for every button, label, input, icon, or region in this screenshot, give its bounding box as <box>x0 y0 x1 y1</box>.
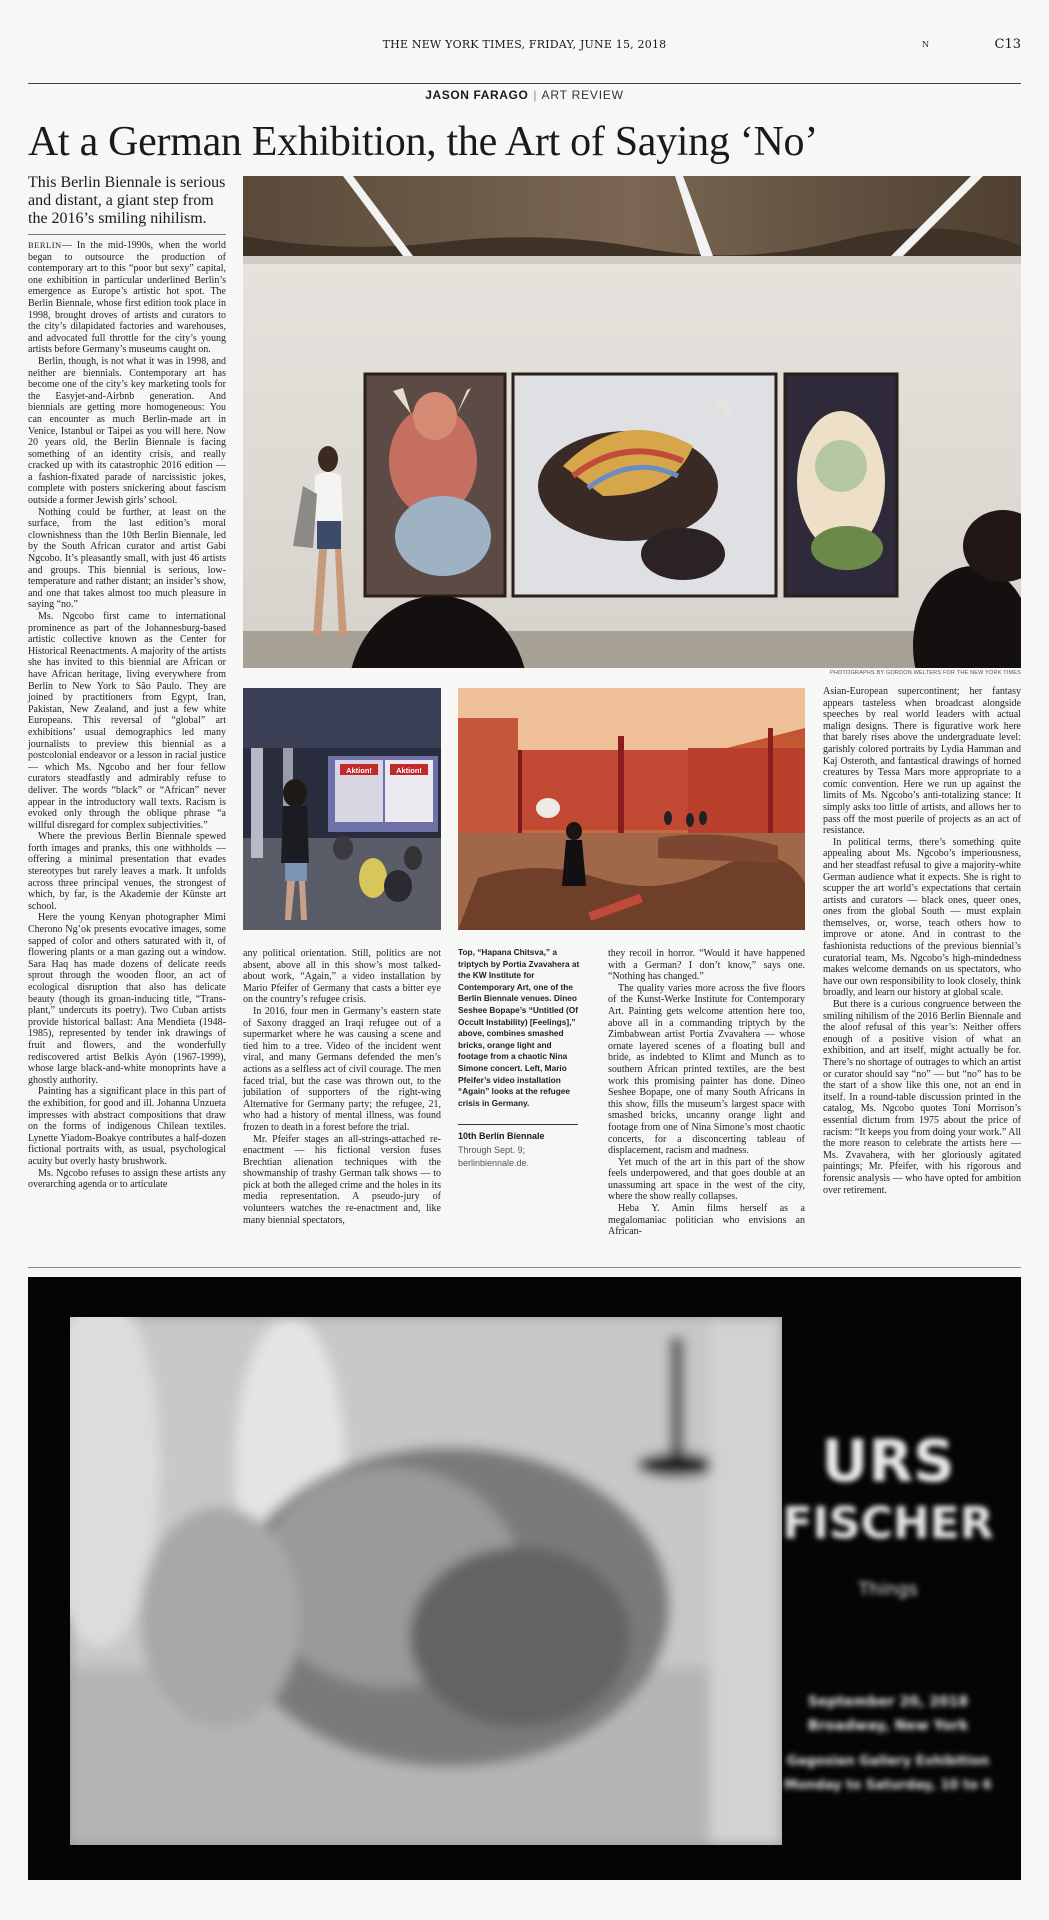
article-paragraph: Nothing could be further, at least on the surface, from the last edition’s moral clownishness than the 10th Berlin Biennale, led by the South African curator and artist Gabi Ngcobo. It’s pleasantly small, with just 46 artists and groups. This biennial is serious, low-temperature and rather distant; an insider’s show, and one that takes almost too much pleasure in saying “no.” <box>28 506 226 611</box>
folio-dateline: THE NEW YORK TIMES, FRIDAY, JUNE 15, 2018 <box>382 38 667 51</box>
article-column-4 <box>608 948 805 1238</box>
byline-author: JASON FARAGO <box>425 88 529 102</box>
article-column-1 <box>28 240 226 1191</box>
article-paragraph: Heba Y. Amin films herself as a megalomaniac politician who envisions an African- <box>608 1203 805 1238</box>
article-paragraph: Yet much of the art in this part of the show feels underpowered, and that goes double at an unassuming art space in the west of the city, where the show really collapses. <box>608 1156 805 1203</box>
exhibition-title: 10th Berlin Biennale <box>458 1131 545 1141</box>
article-paragraph: But there is a curious congruence between the smiling nihilism of the 2016 Berlin Biennale and the aloof refusal of this year’s: Neither offers enough of a positive vision of what an exhibition, and art itself, might actually be for. There’s no shortage of outrages to which an artist or curator should say “no” — but “no” has to be the start of a show like this one, not an end in itself. In a round-table discussion printed in the catalog, Ms. Ngcobo quotes Toni Morrison’s essential dictum from 1975 about the price of racism: “It keeps you from doing your work.” All the more reason to celebrate the artists here — Ms. Zvavahera, with her gloriously agitated paintings; Mr. Pfeifer, with his rigorous and forensic analysis — who have opted for ambition over retirement. <box>823 999 1022 1196</box>
article-paragraph: In political terms, there’s something quite appealing about Ms. Ngcobo’s imperiousness, and her steadfast refusal to give a majority-white German audience what it expects. She is right to scupper the art world’s expectations that certain artists and curators — black ones, queer ones, ones from the global South — must explain themselves, or, worse, teach others how to improve or atone. And in contrast to the fashionista reductions of the previous biennial’s curatorial team, Ms. Ngcobo’s high-mindedness makes welcome demands on us spectators, who have our own responsibility to look closely, think broadly, and learn our history at global scale. <box>823 836 1021 999</box>
ad-detail-line: Gagosian Gallery Exhibition <box>786 1754 990 1769</box>
article-column-2 <box>243 948 441 1226</box>
sign-aktion-right: Aktion! <box>396 766 422 775</box>
article-column-5 <box>823 686 1021 1196</box>
ad-subtitle: Things <box>858 1579 918 1600</box>
sign-aktion-left: Aktion! <box>346 766 372 775</box>
ad-detail-line: Broadway, New York <box>807 1718 969 1734</box>
deck-rule <box>28 234 226 235</box>
byline-kicker <box>0 88 1049 102</box>
article-paragraph: Ms. Ngcobo first came to international prominence as part of the Johannesburg-based artistic collective known as the Center for Historical Reenactments. A majority of the artists she has invited to this biennial are African or have African heritage, living everywhere from Berlin to New York to São Paulo. They are joined by practitioners from Egypt, Iran, Pakistan, New Zealand, and just a few white Europeans. This reversal of “global” art exhibitions’ usual demographics led many journalists to preview this biennial as a postcolonial endeavor or a lesson in racial justice — which Ms. Ngcobo and her four fellow curators steadfastly and admirably refuse to deliver. The words “black” or “African” never appear in the introductory wall texts. Racism is evoked only through the oblique phrase “a willful disregard for complex subjectivities.” <box>28 611 226 831</box>
info-box-rule <box>458 1124 578 1125</box>
photo-credit: PHOTOGRAPHS BY GORDON WELTERS FOR THE NEW YORK TIMES <box>829 670 1021 676</box>
article-paragraph: Where the previous Berlin Biennale spewed forth images and pranks, this one withholds — offering a minimal presentation that evades stereotypes but rarely leaves a mark. It unfolds across three principal venues, the strongest of which, by far, is the Akademie der Künste art school. <box>28 831 226 912</box>
folio-rule <box>28 83 1021 84</box>
article-paragraph: BERLIN— In the mid-1990s, when the world began to outsource the production of contemporary art to this “poor but sexy” capital, one exhibition in particular underlined Berlin’s emergence as Europe’s artistic hot spot. The Berlin Biennale, whose first edition took place in 1998, brought droves of artists and curators to the city’s dilapidated factories and warehouses, and advocated full throttle for the city’s young artists before Germany’s museums caught on. <box>28 240 226 356</box>
dateline-city: BERLIN <box>28 240 62 250</box>
photo-orange-brick-room <box>458 688 805 930</box>
folio <box>28 38 1021 58</box>
photo-caption: Top, “Hapana Chitsva,” a triptych by Portia Zvavahera at the KW Institute for Contemporary Art, one of the Berlin Biennale venues. Dineo Seshee Bopape’s “Untitled (Of Occult Instability) [Feelings],” above, combines smashed bricks, orange light and footage from a chaotic Nina Simone concert. Left, Mario Pfeifer’s video installation “Again” looks at the refugee crisis in Germany. <box>458 947 580 1108</box>
ad-title-line-2: FISCHER <box>782 1498 994 1549</box>
section-label: ART REVIEW <box>541 88 624 102</box>
article-paragraph: Berlin, though, is not what it was in 1998, and neither are biennials. Contemporary art has become one of the city’s key marketing tools for the Easyjet-and-Airbnb generation. And biennials are getting more homogeneous: You can encounter as much Berlin-made art in Venice, Istanbul or Taipei as you will here. Now 20 years old, the Berlin Biennale is facing something of an identity crisis, and really cracked up with its catastrophic 2016 edition — a fashion-fixated parade of narcissistic jokes, complete with posters snickering about fascism outside a former Jewish girls’ school. <box>28 355 226 507</box>
ad-title-line-1: URS <box>821 1427 955 1495</box>
article-paragraph: Painting has a significant place in this part of the exhibition, for good and ill. Johanna Unzueta impresses with abstract compositions that draw on the forms of indigenous Chilean textiles. Lynette Yiadom-Boakye contributes a half-dozen fictional portraits with, as usual, psychological acuity but overly hasty brushwork. <box>28 1086 226 1167</box>
kicker-separator: | <box>533 88 537 102</box>
exhibition-dates: Through Sept. 9; <box>458 1145 526 1155</box>
advertisement[interactable] <box>28 1277 1021 1880</box>
deck: This Berlin Biennale is serious and distant, a giant step from the 2016’s smiling nihilism. <box>28 174 226 227</box>
article-paragraph: The quality varies more across the five floors of the Kunst-Werke Institute for Contemporary Art. Painting gets welcome attention here too, above all in a commanding triptych by the Zimbabwean artist Portia Zvavahera — whose ornate layered scenes of a floating bull and bride, as indebted to Klimt and Munch as to southern African printed textiles, are the best work this promising painter has done. Dineo Seshee Bopape, one of many South Africans in this show, fills the museum’s largest space with smashed bricks, uncanny orange light and footage from one of Nina Simone’s most chaotic concerts, for a disconcerting tableau of displacement, racism and madness. <box>608 982 805 1157</box>
article-paragraph: Asian-European supercontinent; her fantasy appears tasteless when broadcast alongside speeches by real world leaders with actual malign designs. There is figurative work here that barely rises above the undergraduate level: garishly colored portraits by Lydia Hamman and Kaj Osteroth, and fantastical drawings of horned creatures by Tessa Mars more appropriate to a comic convention. Here we run up against the limits of Ms. Ngcobo’s anti-totalizing stance: It simply asks too little of artists, and allows her to pass off the most puerile of projects as an act of resistance. <box>823 686 1021 837</box>
article-paragraph: Mr. Pfeifer stages an all-strings-attached re-enactment — his fictional version fuses Brechtian alienation techniques with the showmanship of trashy German talk shows — to pick at both the alleged crime and the holes in its media representation. A pseudo-jury of volunteers watches the re-enactment and, like many biennial spectators, <box>243 1133 441 1226</box>
headline: At a German Exhibition, the Art of Saying ‘No’ <box>28 119 818 165</box>
lead-photo-triptych <box>243 176 1021 668</box>
article-paragraph: any political orientation. Still, politics are not absent, above all in this show’s most talked-about work, “Again,” a video installation by Mario Pfeifer of Germany that casts a bitter eye on the country’s refugee crisis. <box>243 948 441 1006</box>
article-paragraph: Ms. Ngcobo refuses to assign these artists any overarching agenda or to articulate <box>28 1167 226 1191</box>
exhibition-url[interactable]: berlinbiennale.de. <box>458 1158 530 1168</box>
page-number: C13 <box>994 37 1021 52</box>
ad-detail-line: September 20, 2018 <box>807 1694 969 1710</box>
photo-video-installation <box>243 688 441 930</box>
ad-detail-line: Monday to Saturday, 10 to 6 <box>784 1778 992 1793</box>
article-paragraph: In 2016, four men in Germany’s eastern state of Saxony dragged an Iraqi refugee out of a supermarket where he was causing a scene and tied him to a tree. Video of the incident went viral, and many Germans defended the men’s actions as a selfless act of civil courage. The men faced trial, but the case was thrown out, to the jubilation of supporters of the right-wing Alternative for Germany party; the refugee, 21, who had a history of mental illness, was found frozen to death in a forest before the trial. <box>243 1005 441 1133</box>
ad-separator-rule <box>28 1267 1021 1268</box>
article-paragraph: Here the young Kenyan photographer Mimi Cherono Ng’ok presents evocative images, some sapped of color and others saturated with it, of flowering plants or a man gazing out a window. Sara Haq has made dozens of delicate reeds sprout through the wooden floor, an act of ecological disruption that also has delicate beauty (though its groan-inducing title, “Trans-plant,” undercuts its poetry). Two Cuban artists provide historical ballast: Ana Mendieta (1948-1985), represented by tender ink drawings of fruit and flowers, and the wonderfully rediscovered artist Belkis Ayón (1967-1999), whose large black-and-white monoprints have a ghostly authority. <box>28 912 226 1086</box>
article-paragraph: they recoil in horror. “Would it have happened with a German? I don’t know,” says one. “Nothing has changed.” <box>608 948 805 983</box>
ad-photo-sculpture <box>70 1317 782 1845</box>
nyt-logo-mark: N <box>922 40 929 49</box>
